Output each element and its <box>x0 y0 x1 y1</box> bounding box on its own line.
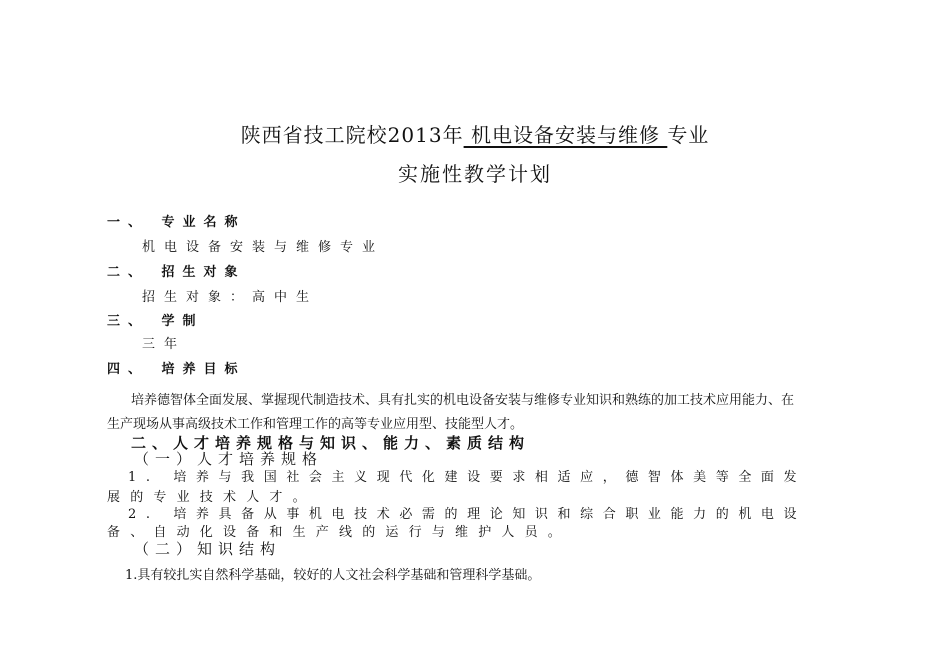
document-title <box>0 119 950 148</box>
section-2-value: 招生对象：高中生 <box>142 290 319 305</box>
spec-item-2-line-1: 2. 培养具备从事机电技术必需的理论知识和综合职业能力的机电设 <box>128 507 807 522</box>
spec-item-2-line-2: 备、自动化设备和生产线的运行与维护人员。 <box>107 525 572 540</box>
section-2-heading: 二、 招生对象 <box>107 265 246 280</box>
title-suffix: 专业 <box>667 123 710 147</box>
specs-heading: 二、人才培养规格与知识、能力、素质结构 <box>131 434 531 452</box>
section-1-value: 机电设备安装与维修专业 <box>142 240 385 255</box>
title-prefix: 陕西省技工院校2013年 <box>240 123 464 147</box>
knowledge-item-1: 1.具有较扎实自然科学基础，较好的人文社会科学基础和管理科学基础。 <box>125 568 541 583</box>
section-3-heading: 三、 学制 <box>107 314 204 329</box>
spec-item-1-line-1: 1. 培养与我国社会主义现代化建设要求相适应，德智体美等全面发 <box>128 470 807 485</box>
section-4-heading: 四、 培养目标 <box>107 362 246 377</box>
section-4-paragraph-line-2: 生产现场从事高级技术工作和管理工作的高等专业应用型、技能型人才。 <box>107 417 524 432</box>
title-major-underlined: 机电设备安装与维修 <box>463 123 668 147</box>
spec-item-1-line-2: 展的专业技术人才。 <box>107 490 316 505</box>
section-3-value: 三年 <box>142 337 187 352</box>
section-1-heading: 一、 专业名称 <box>107 215 246 230</box>
specs-subheading-2: （二）知识结构 <box>134 540 282 558</box>
section-4-paragraph-line-1: 培养德智体全面发展、掌握现代制造技术、具有扎实的机电设备安装与维修专业知识和熟练的加工技术应用能力、在 <box>131 393 795 408</box>
specs-subheading-1: （一）人才培养规格 <box>134 450 324 468</box>
document-subtitle: 实施性教学计划 <box>398 162 552 186</box>
